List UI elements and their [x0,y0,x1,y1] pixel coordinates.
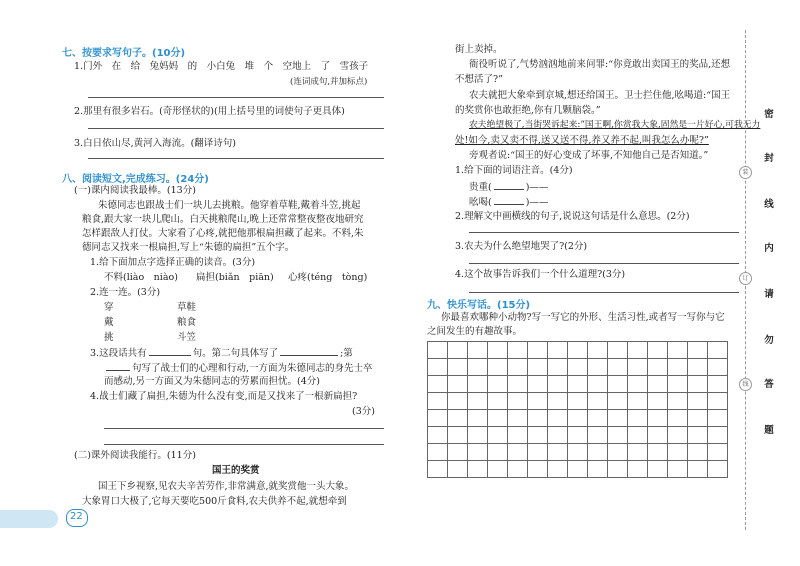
story-title: 国王的奖赏 [212,465,260,476]
q3-text-c: ;第 [340,348,353,359]
word-yaohe: 吆喝( [469,197,492,208]
story-line: 国王下乡视察,见农夫辛苦劳作,非常满意,就奖赏他一头大象。 [98,481,355,492]
pinyin-choice-b[interactable]: 扁担(biǎn piān) [196,272,274,283]
match-left[interactable]: 挑 [104,332,114,343]
s7-q1-note: (连词成句,并加标点) [290,77,368,87]
fill-blank[interactable] [149,346,191,356]
writing-grid[interactable] [427,341,728,478]
story-underlined-line: 农夫绝望极了,当街哭诉起来:“国王啊,你赏我大象,固然是一片好心,可我无力 [469,120,761,130]
passage-2-title: (二)课外阅读我能行。(11分) [74,450,196,461]
story-line: 旁观者说:“国王的好心变成了坏事,不知他自己是否知道。” [469,150,709,161]
bracket-close: )—— [525,182,549,193]
q4-label: 4.战士们藏了扁担,朱德为什么没有变,而是又找来了一根新扁担? [90,391,358,402]
answer-line[interactable] [104,444,384,445]
pinyin-choice-c[interactable]: 心疼(téng tòng) [288,272,368,283]
bracket-close: )—— [525,197,549,208]
seal-char: 内 [764,243,774,254]
answer-line[interactable] [88,158,384,159]
story-line: 街上卖掉。 [455,44,503,55]
match-right[interactable]: 草鞋 [177,302,197,313]
page-tab [0,510,58,528]
section-7-title: 七、按要求写句子。(10分) [62,48,186,59]
section-8-title: 八、阅读短文,完成练习。(24分) [62,174,209,185]
q1-label: 1.给下面加点字选择正确的读音。(3分) [90,257,256,268]
seal-char: 线 [764,199,774,210]
writing-prompt: 你最喜欢哪种小动物?写一写它的外形、生活习性,或者写一写你与它 [441,312,725,323]
answer-line[interactable] [88,97,384,98]
s7-q2: 2.那里有很多岩石。(奇形怪状的)(用上括号里的词使句子更具体) [74,106,345,117]
story-underlined-line: 处!如今,卖又卖不得,送又送不得,养又养不起,叫我怎么办呢?” [455,135,709,146]
word-guizhong: 贵重( [469,182,492,193]
answer-line[interactable] [469,232,739,233]
q3-text-e: 而感动,另一方面又为朱德同志的劳累而担忧。(4分) [104,376,320,387]
q4-score: (3分) [352,406,375,417]
answer-line[interactable] [88,128,384,129]
match-right[interactable]: 斗笠 [177,332,197,343]
q3-line [90,346,353,360]
story-line: 农夫就把大象牵到京城,想还给国王。卫士拦住他,吆喝道:“国王 [469,90,731,101]
story-line: 的奖赏你也敢拒绝,你有几颗脑袋。” [455,105,601,116]
s7-q3: 3.白日依山尽,黄河入海流。(翻译诗句) [74,138,236,149]
binding-mark: 订 [739,272,752,285]
passage-1-line: 朱德同志也跟战士们一块儿去挑粮。他穿着草鞋,戴着斗笠,挑起 [98,200,361,211]
story-line: 大象胃口大极了,它每天要吃500斤食料,农夫供养不起,就想牵到 [82,496,347,507]
story-line: 不想活了?” [455,74,503,85]
seal-char: 答 [764,379,774,390]
answer-line[interactable] [469,263,739,264]
binding-mark: 装 [739,166,752,179]
page-number: 22 [70,511,83,522]
r-q2-label: 2.理解文中画横线的句子,说说这句话是什么意思。(2分) [455,211,690,222]
match-right[interactable]: 粮食 [177,317,197,328]
story-line: 衙役听说了,气势汹汹地前来问罪:“你竟敢出卖国王的奖品,还想 [469,59,731,70]
q3-text-b: 句。第二句具体写了 [192,348,279,359]
seal-char: 勿 [764,335,774,346]
q3-line-2 [104,361,373,375]
answer-line[interactable] [469,292,739,293]
writing-prompt: 之间发生的有趣故事。 [427,326,523,337]
fill-blank[interactable] [280,346,338,356]
fill-blank[interactable] [494,195,524,205]
q3-text-a: 3.这段话共有 [90,348,147,359]
fill-blank[interactable] [106,361,130,371]
pinyin-choice-a[interactable]: 不料(liào niào) [104,272,178,283]
passage-1-line: 粮食,跟大家一块儿爬山。白天挑粮爬山,晚上还常常整夜整夜地研究 [82,214,364,225]
answer-line[interactable] [104,428,384,429]
match-left[interactable]: 戴 [104,317,114,328]
passage-1-line: 怎样跟敌人打仗。大家看了心疼,就把他那根扁担藏了起来。不料,朱 [82,228,364,239]
passage-1-title: (一)课内阅读我最棒。(13分) [74,185,196,196]
match-left[interactable]: 穿 [104,302,114,313]
q2-label: 2.连一连。(3分) [90,287,161,298]
seal-char: 密 [764,109,774,120]
passage-1-line: 德同志又找来一根扁担,写上“朱德的扁担”五个字。 [82,242,295,253]
r-q1-label: 1.给下面的词语注音。(4分) [455,165,573,176]
fill-blank[interactable] [494,180,524,190]
seal-char: 封 [764,153,774,164]
seal-char: 请 [764,289,774,300]
pinyin-row-2 [469,195,548,209]
seal-char: 题 [764,425,774,436]
r-q3-label: 3.农夫为什么绝望地哭了?(2分) [455,241,588,252]
section-9-title: 九、快乐写话。(15分) [427,300,531,311]
q3-text-d: 句写了战士们的心理和行动,一方面为朱德同志的身先士卒 [132,363,373,374]
pinyin-row-1 [469,180,548,194]
r-q4-label: 4.这个故事告诉我们一个什么道理?(3分) [455,269,626,280]
s7-q1: 1.门外 在 给 兔妈妈 的 小白兔 堆 个 空地上 了 雪孩子 [74,61,369,72]
binding-mark: 线 [739,378,752,391]
